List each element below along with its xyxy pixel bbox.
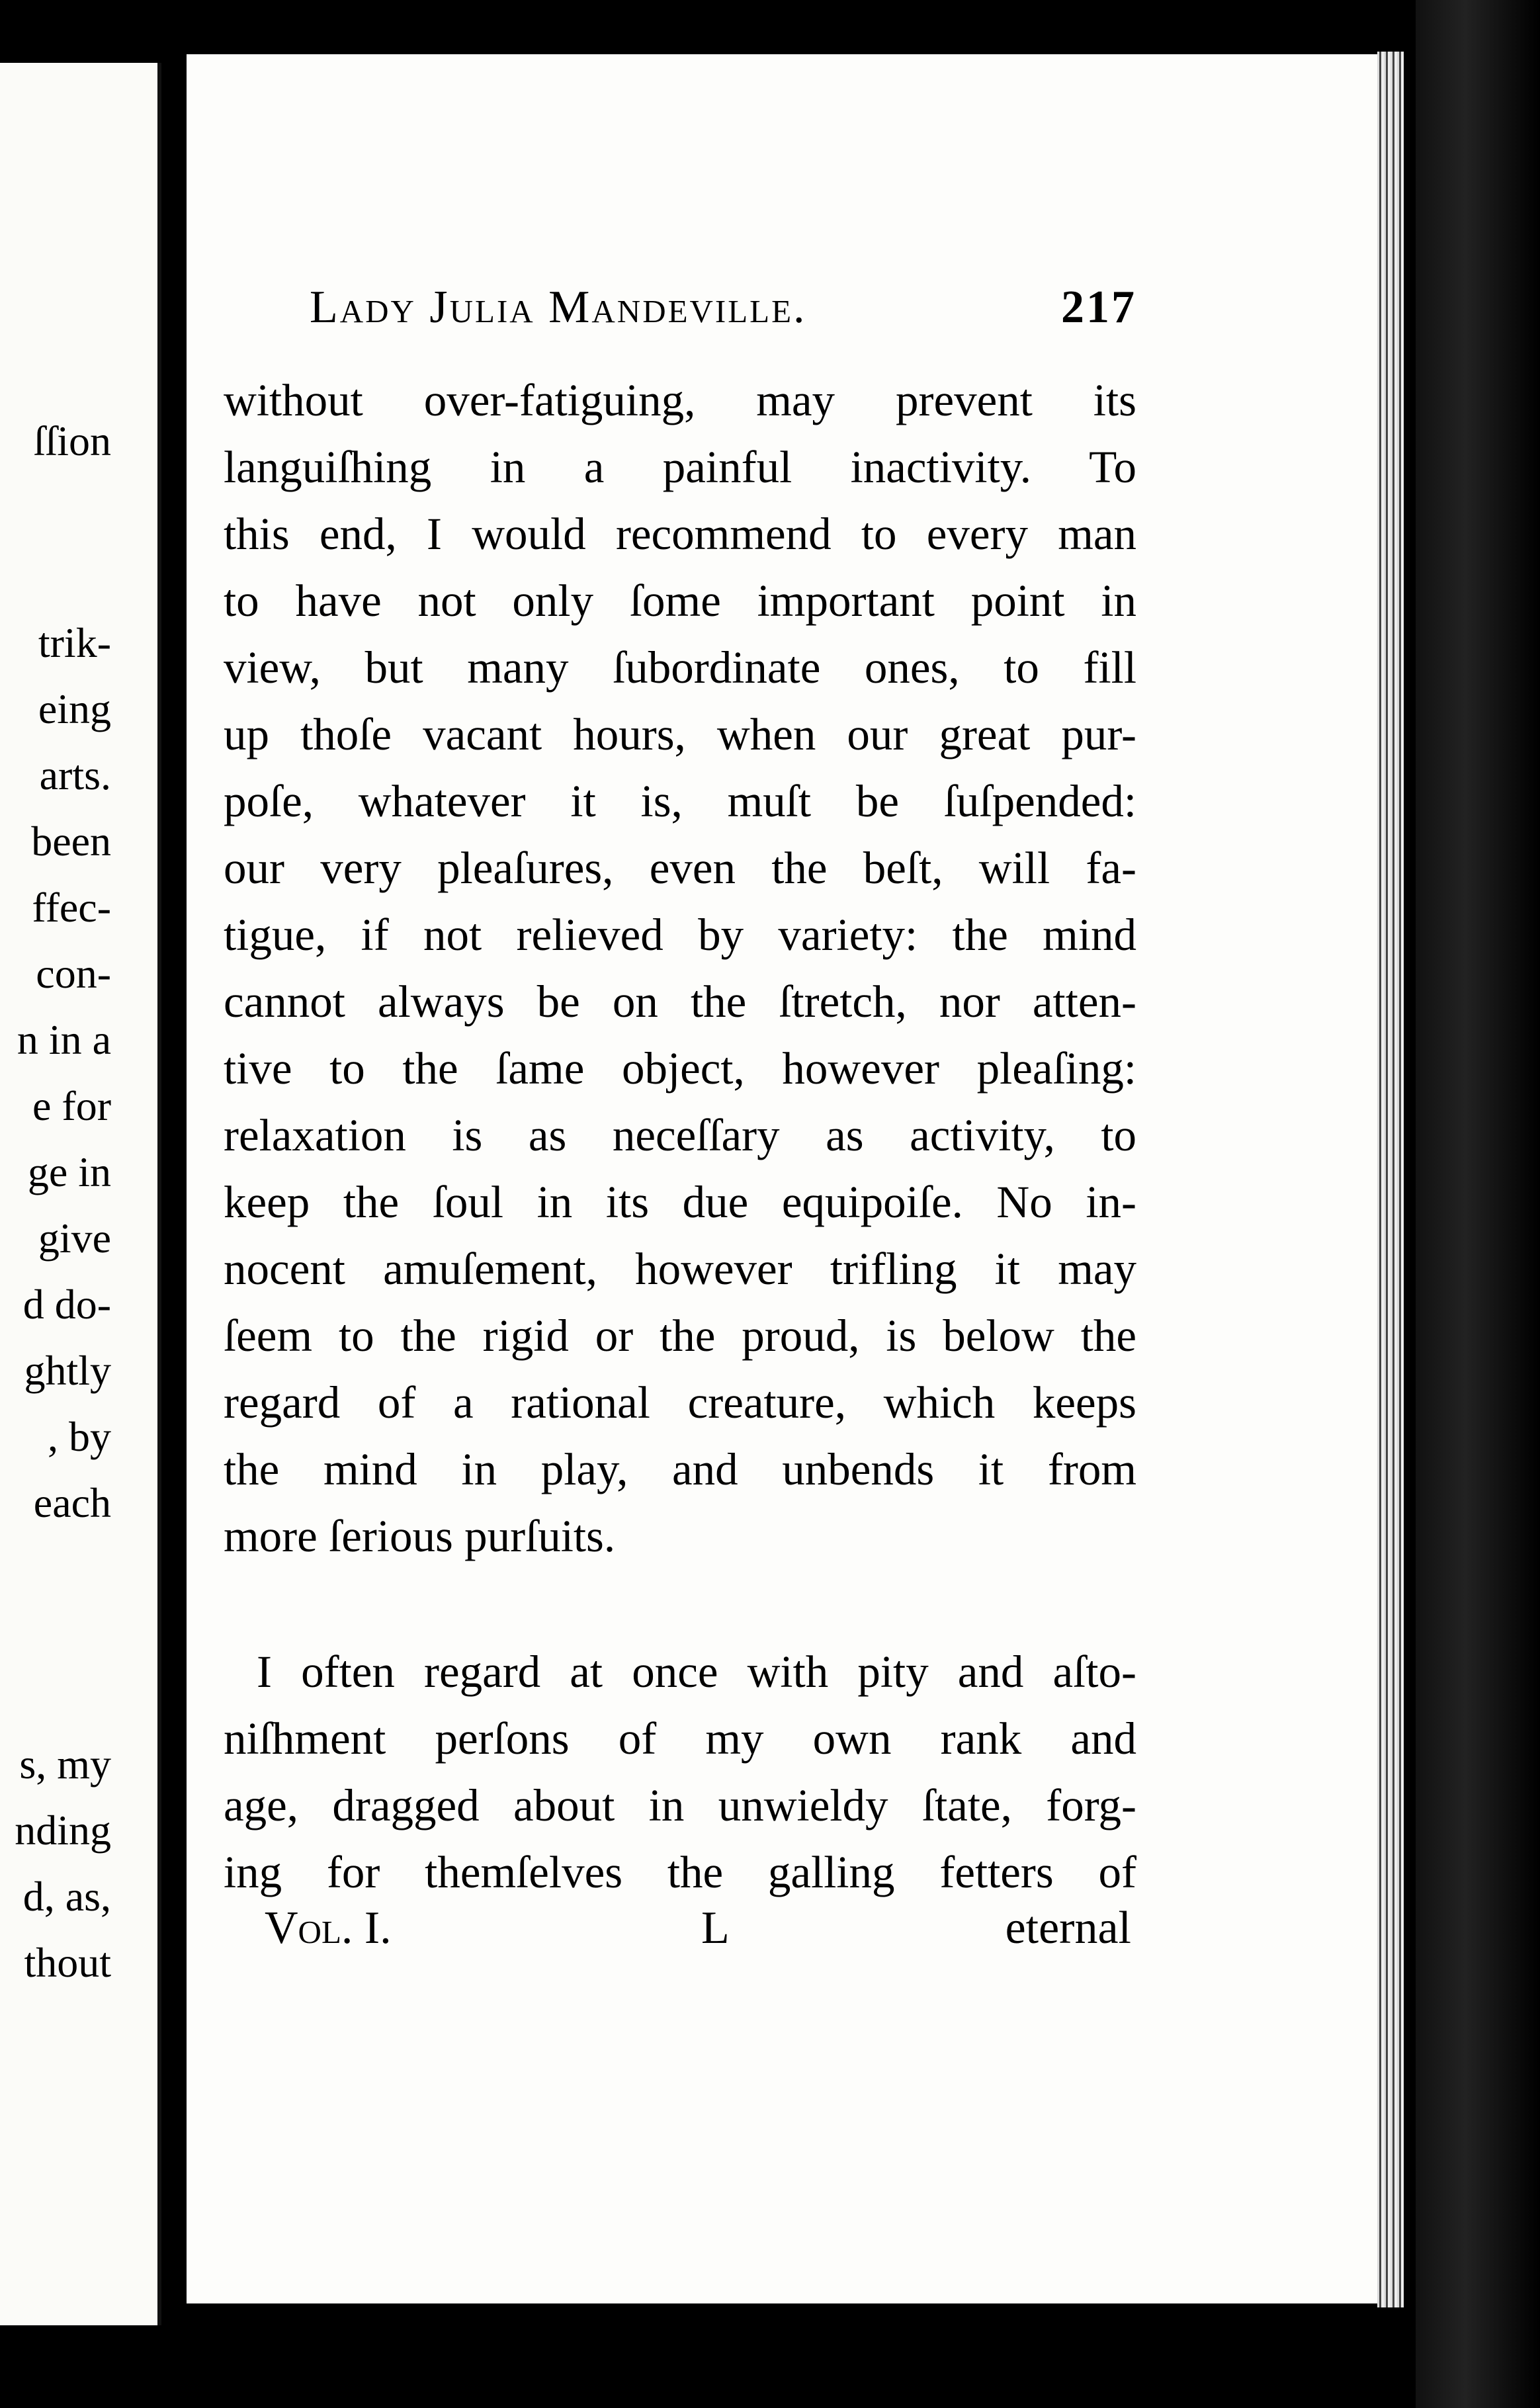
signature-mark: L: [701, 1903, 730, 1954]
running-head: [310, 278, 1136, 337]
text-line: tive to the ſame object, however pleaſing:: [224, 1043, 1136, 1094]
left-page-fragment: ffec-: [32, 884, 111, 931]
text-line: relaxation is as neceſſary as activity, to: [224, 1110, 1136, 1160]
text-line: languiſhing in a painful inactivity. To: [224, 442, 1136, 492]
left-page-fragment: ge in: [27, 1148, 111, 1195]
body-text: [224, 367, 1136, 1906]
left-page-fragment: ſſion: [33, 417, 111, 464]
paragraph: [224, 367, 1136, 1570]
left-page-fragment: d do-: [22, 1281, 111, 1328]
text-line: this end, I would recommend to every man: [224, 509, 1136, 559]
left-page-fragment: nding: [15, 1807, 111, 1854]
text-line: to have not only ſome important point in: [224, 576, 1136, 626]
page-footer: [265, 1899, 1131, 1958]
paragraph-break: [224, 1570, 1136, 1639]
page-edges: [1377, 52, 1404, 2307]
left-page-fragment: eing: [38, 685, 111, 732]
text-line: view, but many ſubordinate ones, to fill: [224, 642, 1136, 693]
left-page-fragment: give: [38, 1215, 111, 1262]
left-page-fragment: ghtly: [24, 1347, 111, 1394]
text-line: up thoſe vacant hours, when our great pur-: [224, 709, 1136, 759]
text-line: regard of a rational creature, which keeps: [224, 1377, 1136, 1428]
text-line: ſeem to the rigid or the proud, is below the: [224, 1311, 1136, 1361]
previous-page: [0, 63, 161, 2325]
left-page-fragment: s, my: [19, 1741, 111, 1787]
text-line: more ſerious purſuits.: [224, 1511, 616, 1561]
text-line: poſe, whatever it is, muſt be ſuſpended:: [224, 776, 1136, 826]
left-page-fragment: arts.: [39, 752, 111, 798]
text-line: ing for themſelves the galling fetters of: [224, 1847, 1136, 1897]
text-line: niſhment perſons of my own rank and: [224, 1713, 1136, 1764]
text-line: tigue, if not relieved by variety: the mind: [224, 910, 1136, 960]
text-line: without over-fatiguing, may prevent its: [224, 375, 1136, 425]
running-head-title: Lady Julia Mandeville.: [310, 282, 807, 333]
text-line: I often regard at once with pity and aſto-: [257, 1647, 1136, 1697]
book-binding: [1416, 0, 1540, 2408]
page-number: 217: [1061, 282, 1136, 333]
catchword: eternal: [1005, 1903, 1131, 1954]
volume-label: Vol. I.: [265, 1903, 392, 1954]
left-page-fragment: thout: [24, 1939, 111, 1986]
text-line: cannot always be on the ſtretch, nor atten-: [224, 976, 1136, 1027]
text-line: age, dragged about in unwieldy ſtate, forg-: [224, 1780, 1136, 1830]
paragraph: [224, 1639, 1136, 1906]
left-page-fragment: con-: [36, 950, 111, 997]
text-line: nocent amuſement, however trifling it may: [224, 1244, 1136, 1294]
left-page-fragment: been: [31, 818, 111, 865]
text-line: our very pleaſures, even the beſt, will fa-: [224, 843, 1136, 893]
left-page-fragment: each: [33, 1479, 111, 1526]
text-line: keep the ſoul in its due equipoiſe. No in-: [224, 1177, 1136, 1227]
left-page-fragment: , by: [48, 1413, 111, 1460]
left-page-fragment: n in a: [17, 1016, 111, 1063]
left-page-fragment: d, as,: [22, 1873, 111, 1920]
left-page-fragment: e for: [32, 1082, 111, 1129]
left-page-fragment: trik-: [38, 619, 111, 666]
text-line: the mind in play, and unbends it from: [224, 1444, 1136, 1494]
